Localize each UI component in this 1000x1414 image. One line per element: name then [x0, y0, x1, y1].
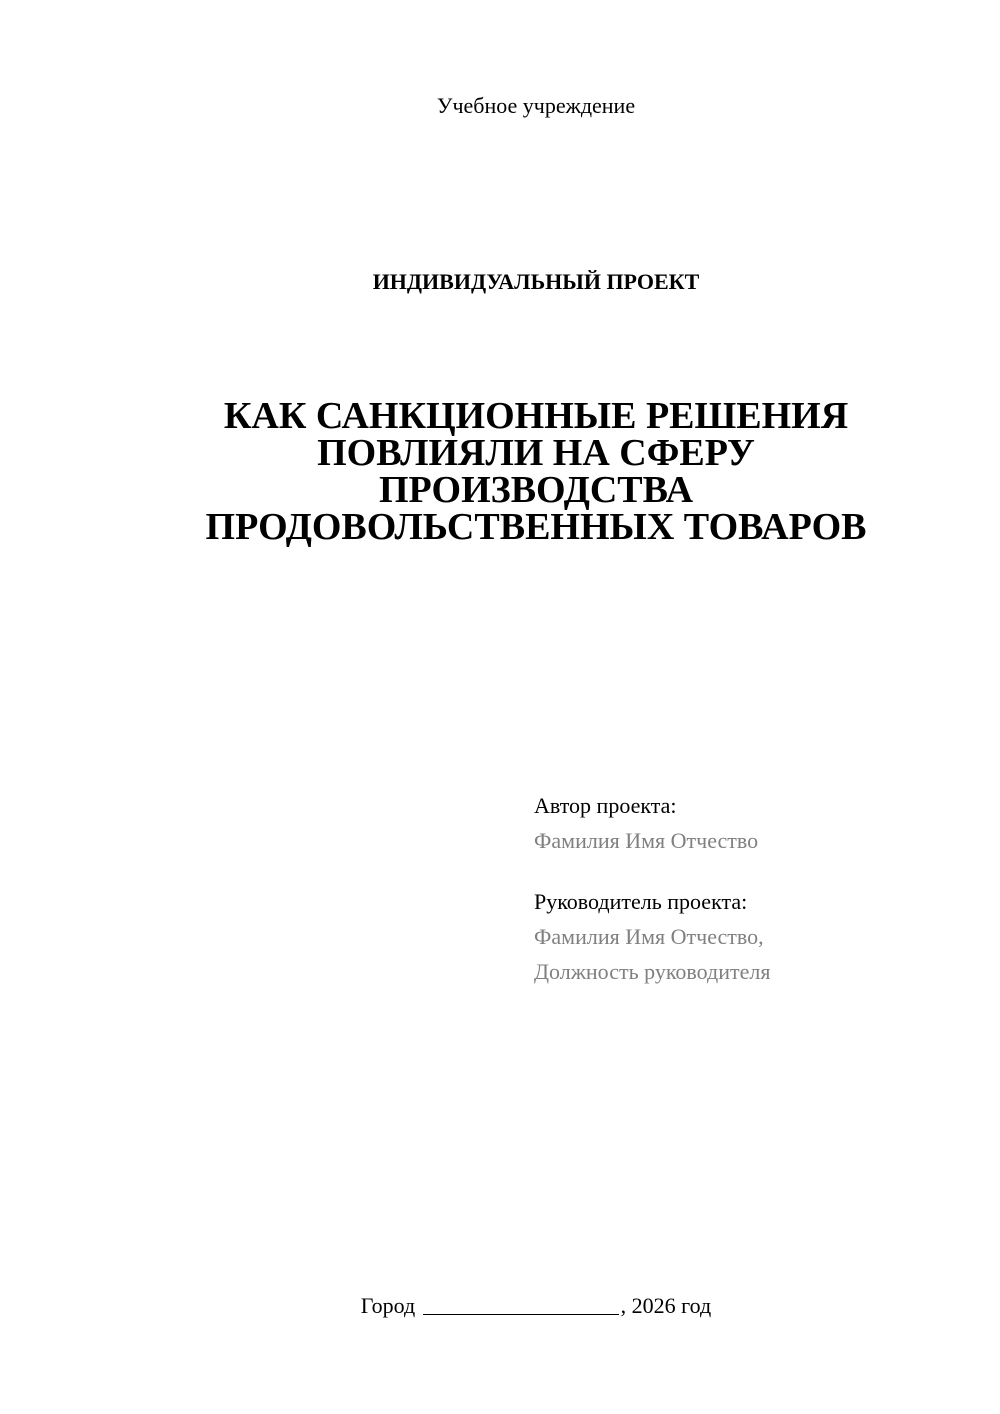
project-title-line: КАК САНКЦИОННЫЕ РЕШЕНИЯ — [223, 395, 849, 437]
project-title-line: ПОВЛИЯЛИ НА СФЕРУ — [317, 432, 755, 474]
author-label: Автор проекта: — [534, 793, 677, 818]
project-title-line: ПРОДОВОЛЬСТВЕННЫХ ТОВАРОВ — [205, 506, 867, 548]
project-title — [186, 395, 886, 548]
year-text: , 2026 год — [620, 1293, 712, 1318]
city-year-line — [0, 1290, 1000, 1320]
project-type-heading: ИНДИВИДУАЛЬНЫЙ ПРОЕКТ — [372, 269, 700, 294]
author-name-placeholder: Фамилия Имя Отчество — [534, 828, 759, 853]
credits-spacer — [534, 858, 974, 884]
credits-block — [534, 788, 974, 989]
supervisor-label: Руководитель проекта: — [534, 889, 748, 914]
city-label: Город — [360, 1293, 416, 1318]
institution-name: Учебное учреждение — [436, 93, 636, 118]
supervisor-name-placeholder: Фамилия Имя Отчество, — [534, 924, 764, 949]
supervisor-position-placeholder: Должность руководителя — [534, 959, 771, 984]
city-blank-underline — [423, 1292, 619, 1315]
project-title-line: ПРОИЗВОДСТВА — [378, 469, 694, 511]
